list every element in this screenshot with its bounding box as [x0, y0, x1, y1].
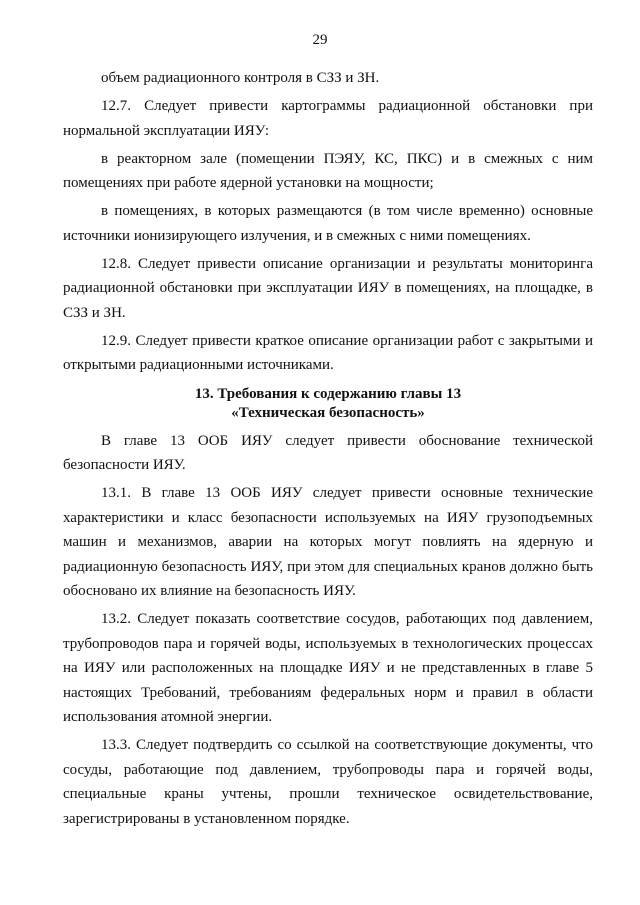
section-heading-line-2: «Техническая безопасность»: [231, 404, 425, 421]
paragraph-radiation-control-scope: объем радиационного контроля в СЗЗ и ЗН.: [101, 70, 380, 86]
section-heading-line-1: 13. Требования к содержанию главы 13: [194, 385, 462, 402]
page-number: 29: [312, 32, 328, 48]
paragraph-12-8: 12.8. Следует привести описание организации и результаты мониторинга радиационной обстановки при эксплуатации ИЯУ в помещениях, на площадке, в СЗЗ и ЗН.: [63, 255, 593, 321]
document-body: [63, 66, 593, 835]
paragraph-radiation-sources-rooms: в помещениях, в которых размещаются (в том числе временно) основные источники ионизирующего излучения, и в смежных с ними помещениях.: [63, 203, 593, 244]
section-heading-13: [63, 385, 593, 423]
paragraph-12-7: 12.7. Следует привести картограммы радиационной обстановки при нормальной эксплуатации ИЯУ:: [63, 98, 593, 139]
paragraph-12-9: 12.9. Следует привести краткое описание организации работ с закрытыми и открытыми радиационными источниками.: [63, 332, 593, 373]
paragraph-reactor-hall: в реакторном зале (помещении ПЭЯУ, КС, ПКС) и в смежных с ним помещениях при работе ядерной установки на мощности;: [63, 150, 593, 191]
paragraph-13-3: 13.3. Следует подтвердить со ссылкой на соответствующие документы, что сосуды, работающие под давлением, трубопроводы пара и горячей воды, специальные краны учтены, прошли техническое освидетельствование, зарегистрированы в установленном порядке.: [63, 737, 593, 827]
paragraph-13-1: 13.1. В главе 13 ООБ ИЯУ следует привести основные технические характеристики и класс безопасности используемых на ИЯУ грузоподъемных машин и механизмов, аварии на которых могут повлиять на ядерную и радиационную безопасность ИЯУ, при этом для специальных кранов должно быть обосновано их влияние на безопасность ИЯУ.: [63, 485, 593, 599]
paragraph-13-2: 13.2. Следует показать соответствие сосудов, работающих под давлением, трубопроводов пара и горячей воды, используемых в технологических процессах на ИЯУ или расположенных на площадке ИЯУ и не представленных в главе 5 настоящих Требований, требованиям федеральных норм и правил в области использования атомной энергии.: [63, 611, 593, 725]
paragraph-chapter-13-intro: В главе 13 ООБ ИЯУ следует привести обоснование технической безопасности ИЯУ.: [63, 432, 593, 473]
